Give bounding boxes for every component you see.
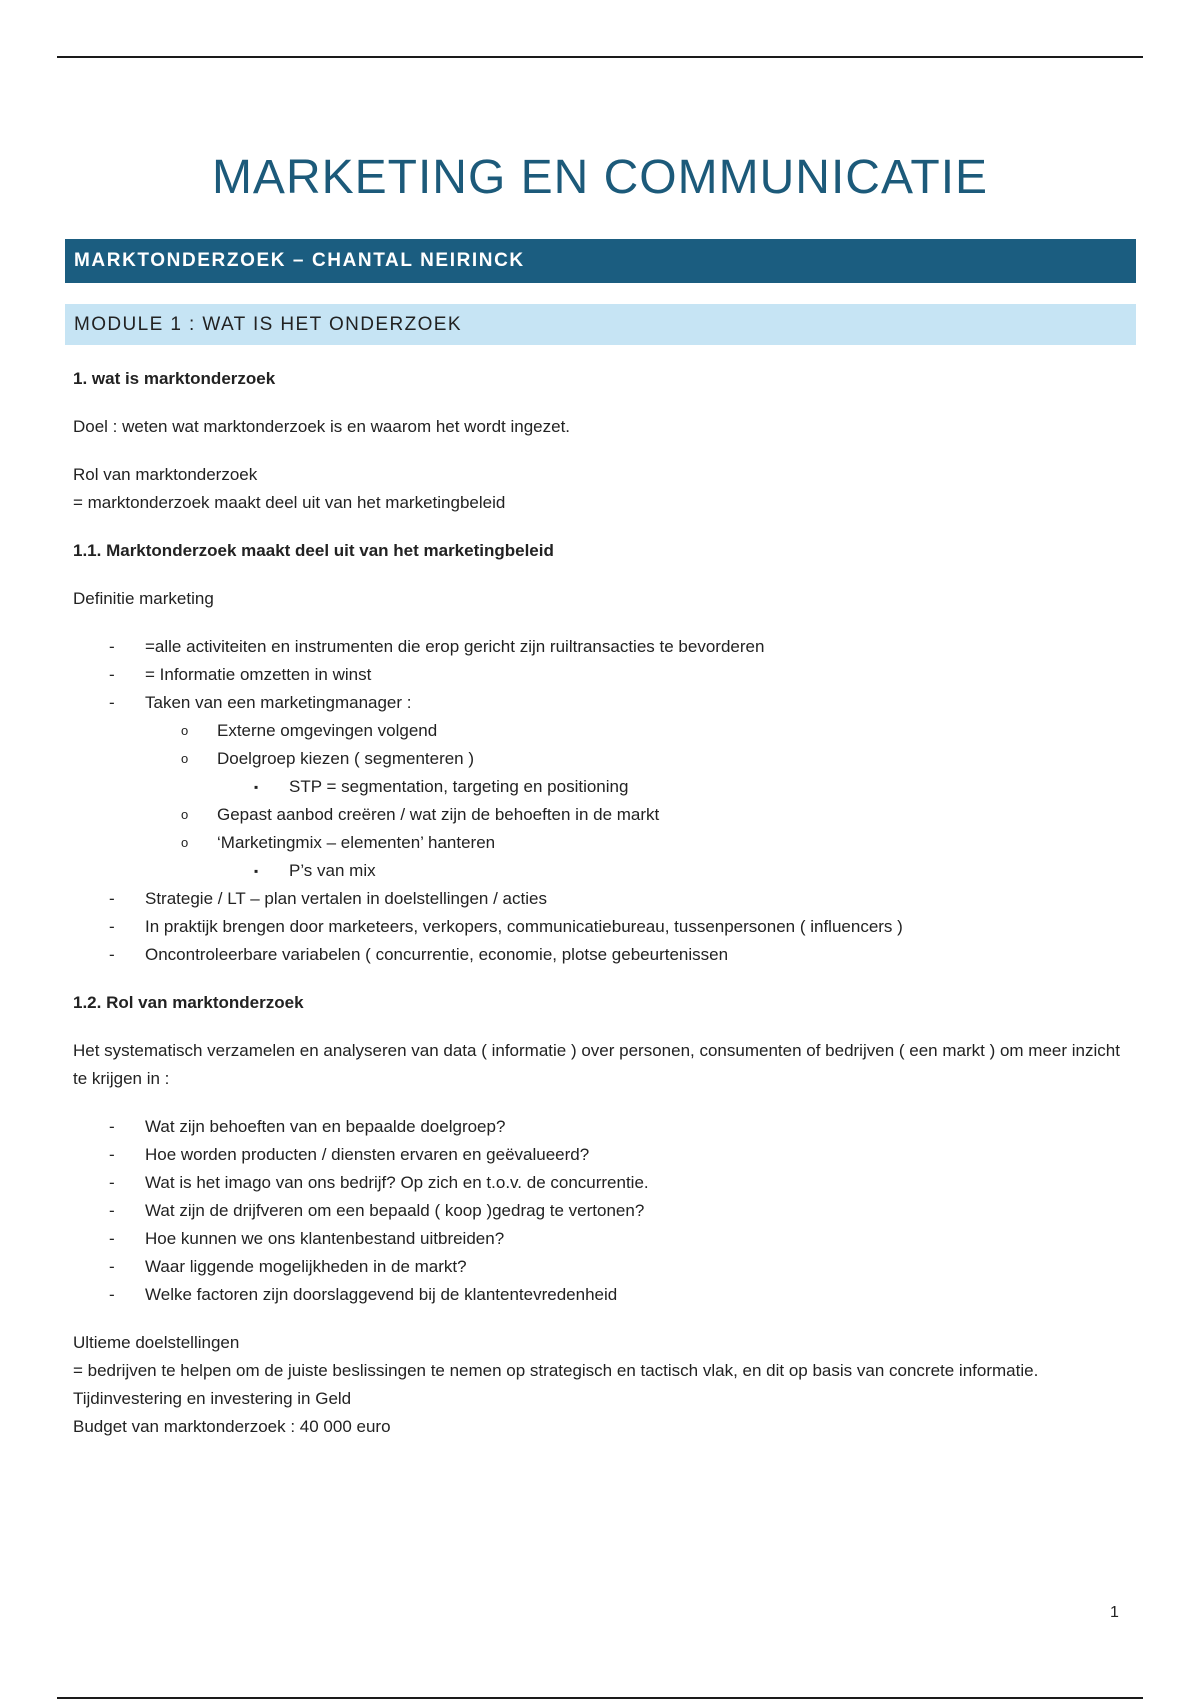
heading-1-2: 1.2. Rol van marktonderzoek	[73, 993, 304, 1012]
sub-sub-list-item: ▪ STP = segmentation, targeting en positioning	[73, 773, 1138, 801]
list-item: - Wat is het imago van ons bedrijf? Op zich en t.o.v. de concurrentie.	[73, 1169, 1138, 1197]
heading-1: 1. wat is marktonderzoek	[73, 369, 276, 388]
paragraph-ultieme-doelstellingen	[73, 1329, 1138, 1441]
paragraph-rol	[73, 461, 1138, 517]
list-item: - Waar liggende mogelijkheden in de markt?	[73, 1253, 1138, 1281]
questions-list	[73, 1113, 1138, 1309]
page-number: 1	[1110, 1604, 1119, 1621]
dash-marker: -	[109, 1173, 115, 1192]
dash-marker: -	[109, 945, 115, 964]
list-item: - Wat zijn de drijfveren om een bepaald ( koop )gedrag te vertonen?	[73, 1197, 1138, 1225]
paragraph-doel: Doel : weten wat marktonderzoek is en waarom het wordt ingezet.	[73, 417, 571, 436]
dash-marker: -	[109, 1145, 115, 1164]
document-body	[73, 365, 1138, 1441]
sub-list-item: o ‘Marketingmix – elementen’ hanteren ▪ P’s van mix	[73, 829, 1138, 885]
sub-list-item: o Externe omgevingen volgend	[73, 717, 1138, 745]
circle-marker: o	[181, 835, 189, 850]
dash-marker: -	[109, 1257, 115, 1276]
list-item: - Strategie / LT – plan vertalen in doelstellingen / acties	[73, 885, 1138, 913]
square-marker: ▪	[254, 864, 259, 878]
dash-marker: -	[109, 1285, 115, 1304]
list-item: - =alle activiteiten en instrumenten die erop gericht zijn ruiltransacties te bevorderen	[73, 633, 1138, 661]
heading-1-1: 1.1. Marktonderzoek maakt deel uit van het marketingbeleid	[73, 541, 554, 560]
square-marker: ▪	[254, 780, 259, 794]
module-heading-band: MODULE 1 : WAT IS HET ONDERZOEK	[65, 304, 1136, 345]
ultieme-line-1: Ultieme doelstellingen	[73, 1333, 240, 1352]
dash-marker: -	[109, 1229, 115, 1248]
paragraph-definitie: Definitie marketing	[73, 589, 214, 608]
ultieme-line-2: = bedrijven te helpen om de juiste beslissingen te nemen op strategisch en tactisch vlak, en dit op basis van concrete informatie.	[73, 1361, 1039, 1380]
marketing-list	[73, 633, 1138, 969]
section-heading-band: MARKTONDERZOEK – CHANTAL NEIRINCK	[65, 239, 1136, 283]
list-item: - Oncontroleerbare variabelen ( concurrentie, economie, plotse gebeurtenissen	[73, 941, 1138, 969]
sub-list-item: o Doelgroep kiezen ( segmenteren ) ▪ STP = segmentation, targeting en positioning	[73, 745, 1138, 801]
header-rule	[57, 56, 1143, 58]
document-title: MARKETING EN COMMUNICATIE	[211, 151, 989, 204]
sub-sub-list	[217, 857, 1138, 885]
dash-marker: -	[109, 637, 115, 656]
list-item: - Taken van een marketingmanager : o Externe omgevingen volgend o Doelgroep kiezen ( segmenteren ) ▪ STP = segmentation, targeting en positioning o Gepast aanbod creëren / wat zijn de behoeften in de markt o ‘Marketingmix – elementen’ hanteren ▪ P’s van mix	[73, 689, 1138, 885]
footer-rule	[57, 1697, 1143, 1699]
paragraph-rol-marktonderzoek: Het systematisch verzamelen en analyseren van data ( informatie ) over personen, consumenten of bedrijven ( een markt ) om meer inzicht te krijgen in :	[73, 1041, 1120, 1088]
list-item: - Hoe kunnen we ons klantenbestand uitbreiden?	[73, 1225, 1138, 1253]
dash-marker: -	[109, 917, 115, 936]
ultieme-line-4: Budget van marktonderzoek : 40 000 euro	[73, 1417, 391, 1436]
sub-list-item: o Gepast aanbod creëren / wat zijn de behoeften in de markt	[73, 801, 1138, 829]
dash-marker: -	[109, 1117, 115, 1136]
sub-list	[145, 717, 1138, 885]
dash-marker: -	[109, 889, 115, 908]
circle-marker: o	[181, 807, 189, 822]
list-item: - = Informatie omzetten in winst	[73, 661, 1138, 689]
dash-marker: -	[109, 693, 115, 712]
sub-sub-list	[217, 773, 1138, 801]
list-item: - Hoe worden producten / diensten ervaren en geëvalueerd?	[73, 1141, 1138, 1169]
list-item: - In praktijk brengen door marketeers, verkopers, communicatiebureau, tussenpersonen ( influencers )	[73, 913, 1138, 941]
circle-marker: o	[181, 723, 189, 738]
list-item: - Wat zijn behoeften van en bepaalde doelgroep?	[73, 1113, 1138, 1141]
circle-marker: o	[181, 751, 189, 766]
dash-marker: -	[109, 1201, 115, 1220]
dash-marker: -	[109, 665, 115, 684]
list-item: - Welke factoren zijn doorslaggevend bij de klantentevredenheid	[73, 1281, 1138, 1309]
ultieme-line-3: Tijdinvestering en investering in Geld	[73, 1389, 352, 1408]
rol-line-1: Rol van marktonderzoek	[73, 465, 258, 484]
sub-sub-list-item: ▪ P’s van mix	[73, 857, 1138, 885]
rol-line-2: = marktonderzoek maakt deel uit van het marketingbeleid	[73, 493, 506, 512]
